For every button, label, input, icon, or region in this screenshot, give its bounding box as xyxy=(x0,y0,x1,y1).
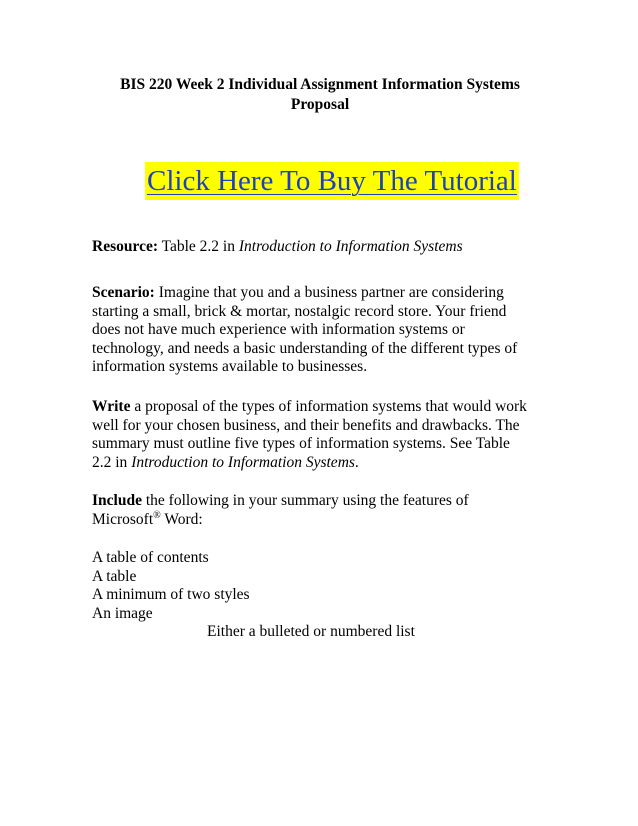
write-text-4: 2.2 in xyxy=(92,453,128,471)
list-item: A minimum of two styles xyxy=(92,586,250,604)
write-book-title: Introduction to Information Systems xyxy=(131,453,355,471)
resource-text: Table 2.2 in xyxy=(161,238,235,255)
include-text-2: Microsoft xyxy=(92,510,154,528)
resource-line xyxy=(92,238,582,257)
list-item: An image xyxy=(92,604,153,622)
requirements-list xyxy=(92,549,582,642)
write-paragraph xyxy=(92,398,582,472)
list-item: Either a bulleted or numbered list xyxy=(207,623,415,641)
scenario-line-2: starting a small, brick & mortar, nostalgic record store. Your friend xyxy=(92,302,507,320)
scenario-label: Scenario: xyxy=(92,284,155,301)
scenario-line-5: information systems available to businesses. xyxy=(92,358,368,376)
list-item: A table xyxy=(92,567,137,585)
write-line-4 xyxy=(92,454,582,473)
include-paragraph xyxy=(92,492,582,529)
scenario-line-4: technology, and needs a basic understanding of the different types of xyxy=(92,339,518,357)
write-label: Write xyxy=(92,398,131,415)
include-text-1: the following in your summary using the features of xyxy=(145,492,469,509)
write-period: . xyxy=(354,453,359,471)
document-title xyxy=(92,75,548,115)
include-label: Include xyxy=(92,492,142,509)
include-line-2 xyxy=(92,511,582,530)
registered-mark: ® xyxy=(153,509,161,521)
write-line-3: summary must outline five types of information systems. See Table xyxy=(92,435,510,453)
scenario-line-3: does not have much experience with information systems or xyxy=(92,321,465,339)
scenario-paragraph xyxy=(92,284,582,377)
include-line-1 xyxy=(92,492,582,511)
buy-tutorial-link[interactable]: Click Here To Buy The Tutorial xyxy=(145,162,519,200)
resource-paragraph xyxy=(92,238,582,257)
write-line-2: well for your chosen business, and their benefits and drawbacks. The xyxy=(92,416,520,434)
resource-book-title: Introduction to Information Systems xyxy=(238,238,463,255)
write-line-1 xyxy=(92,398,582,417)
list-item: A table of contents xyxy=(92,549,209,566)
scenario-line-1 xyxy=(92,284,582,303)
resource-label: Resource: xyxy=(92,238,158,255)
title-line-2: Proposal xyxy=(290,96,350,113)
include-text-3: Word: xyxy=(160,510,203,528)
scenario-text-1: Imagine that you and a business partner are considering xyxy=(158,284,504,301)
write-text-1: a proposal of the types of information systems that would work xyxy=(134,398,527,415)
title-line-1: BIS 220 Week 2 Individual Assignment Information Systems xyxy=(120,76,520,93)
